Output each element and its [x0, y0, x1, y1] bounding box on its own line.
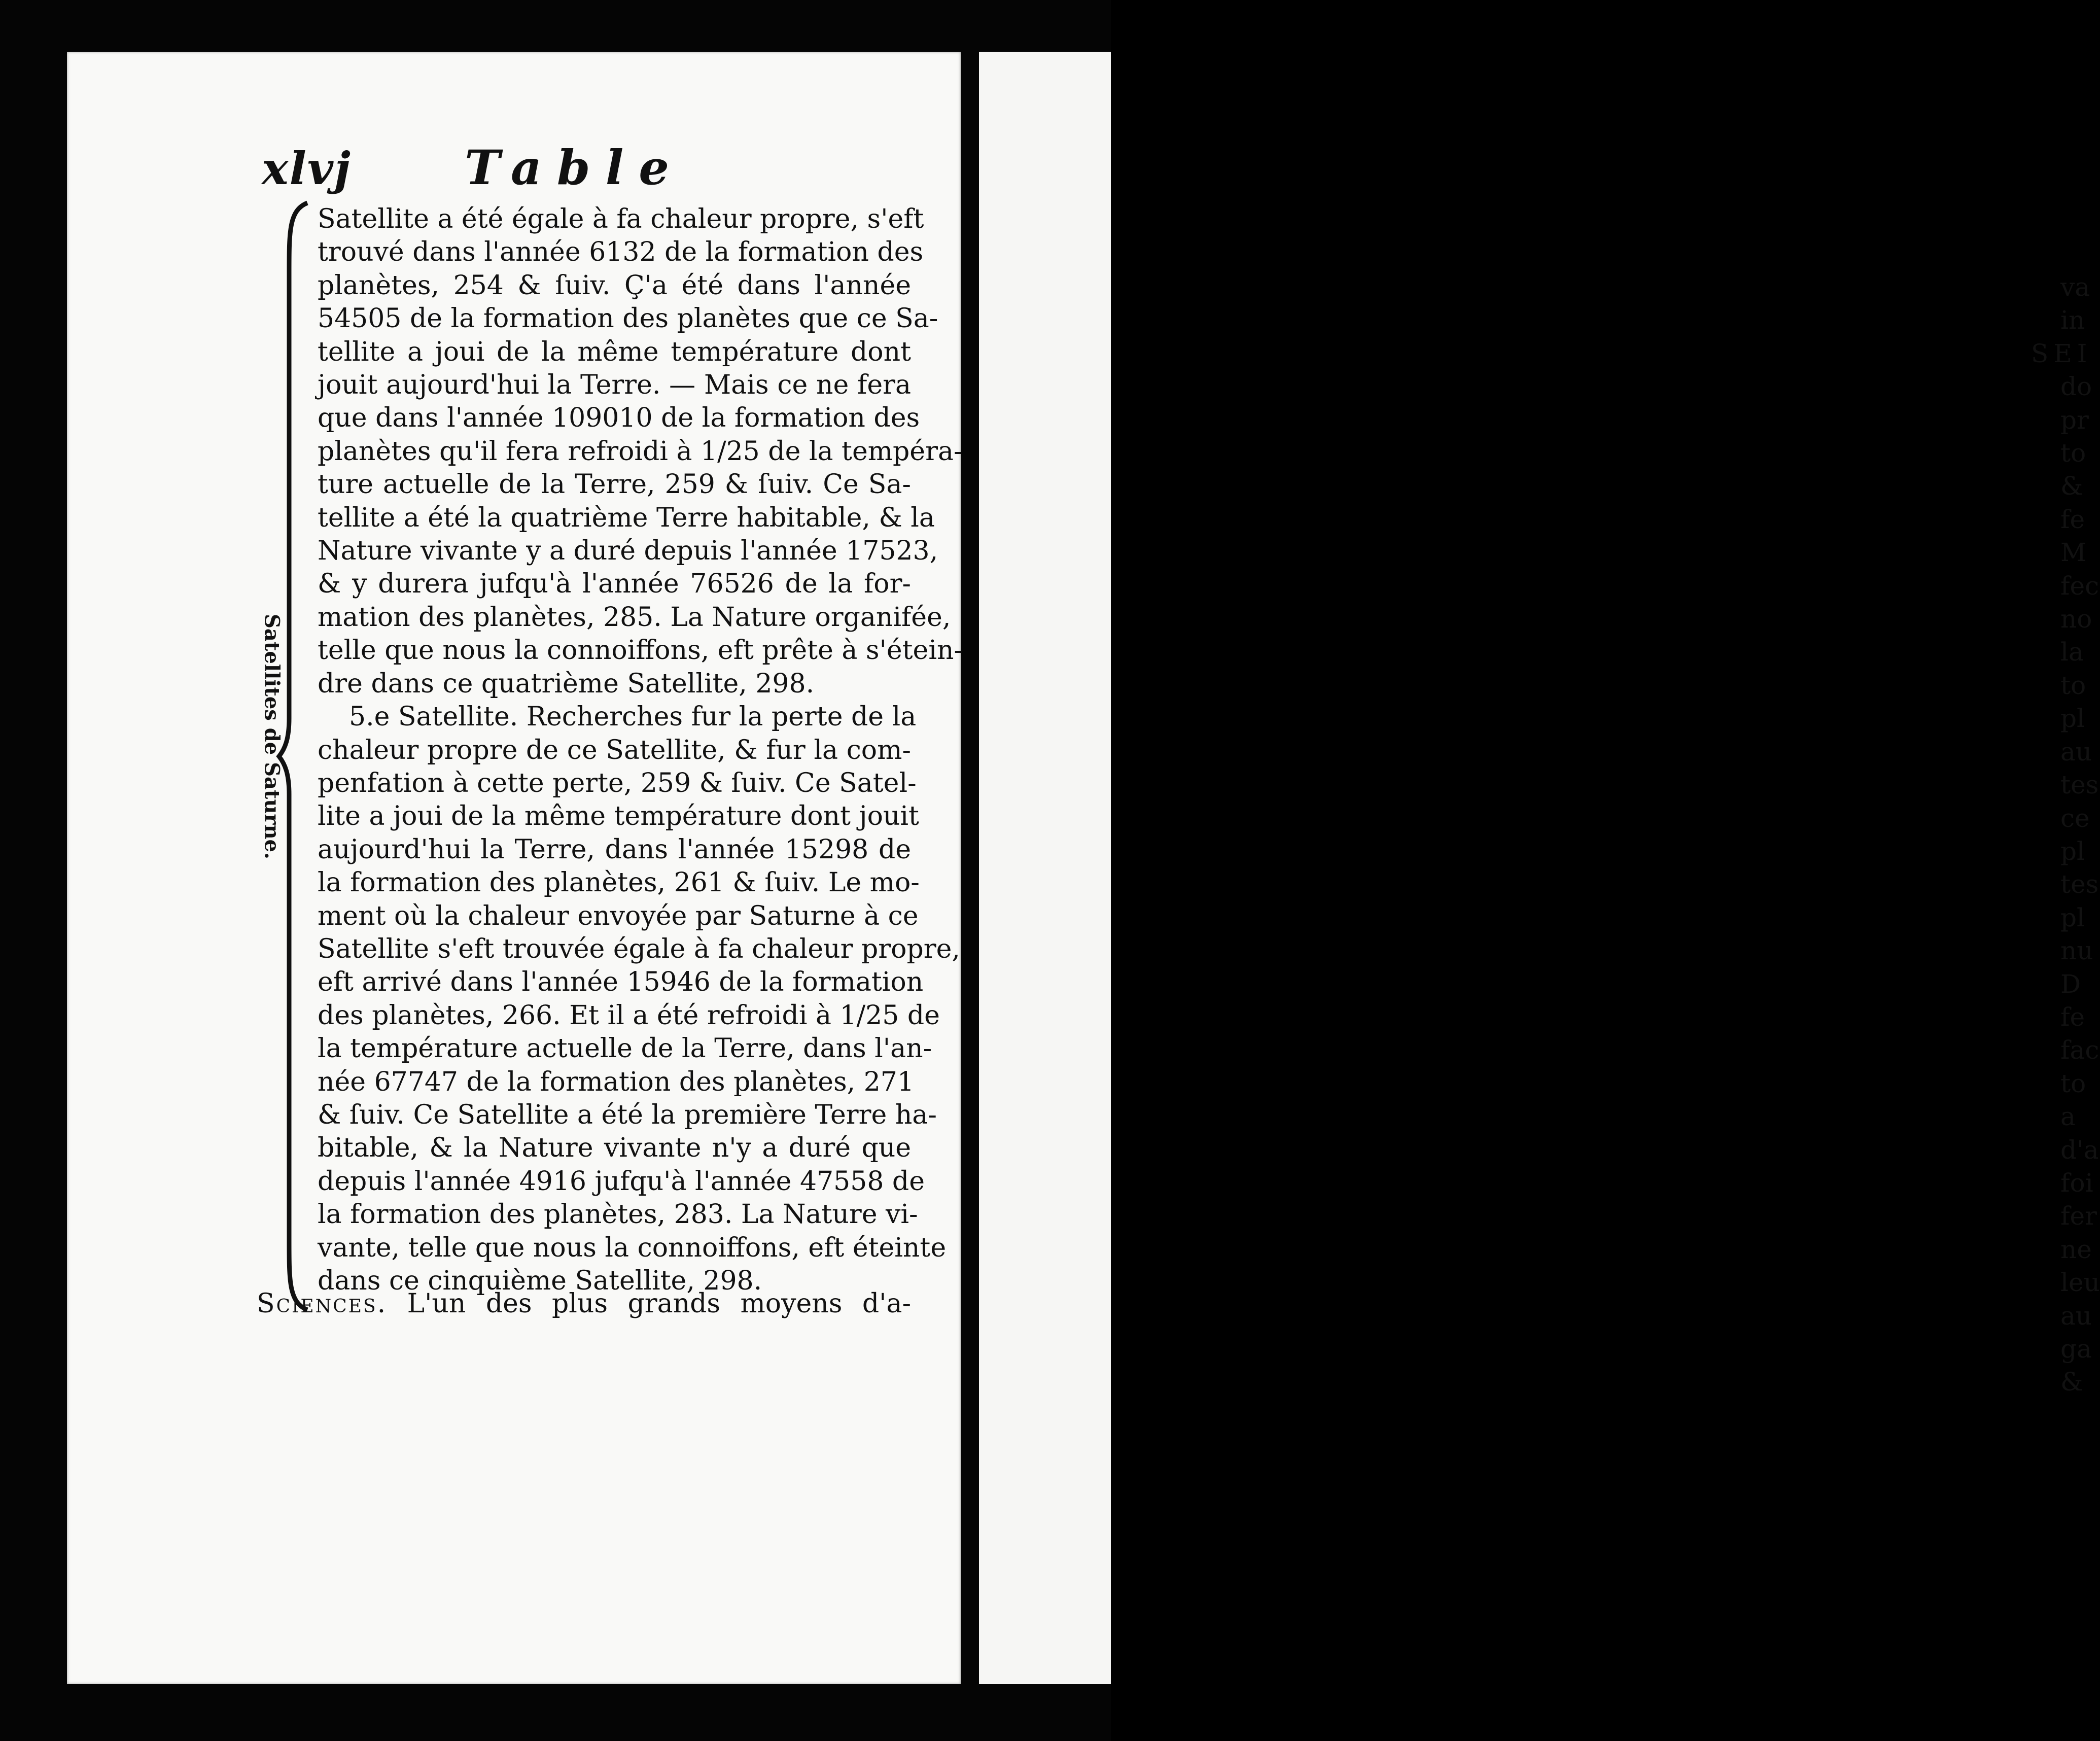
right-page-line: to: [2060, 438, 2086, 468]
text-line: née 67747 de la formation des planètes, 271: [318, 1066, 914, 1097]
right-page-line: au: [2060, 737, 2092, 767]
text-line: Nature vivante y a duré depuis l'année 17523,: [318, 536, 938, 567]
right-page-line: tes: [2060, 770, 2099, 800]
entry-head: Sciences.: [257, 1289, 388, 1319]
right-page-lines: [2031, 271, 2100, 1399]
text-line: penfation à cette perte, 259 & ſuiv. Ce Satel-: [318, 768, 917, 798]
right-page-line: tes: [2060, 869, 2099, 899]
text-line: aujourd'hui la Terre, dans l'année 15298 de: [318, 834, 911, 865]
right-page-line: ce: [2060, 803, 2090, 833]
text-line: eft arrivé dans l'année 15946 de la formation: [318, 967, 924, 998]
right-page-line: to: [2060, 670, 2086, 700]
text-line: 54505 de la formation des planètes que ce Sa-: [318, 303, 938, 334]
right-page-line: a: [2060, 1102, 2076, 1132]
text-line: & ſuiv. Ce Satellite a été la première Terre ha-: [318, 1099, 937, 1130]
right-page-line: do: [2060, 372, 2092, 402]
right-page-line: &: [2060, 1367, 2083, 1397]
running-title: Table: [465, 140, 685, 196]
text-line: planètes qu'il fera refroidi à 1/25 de la tempéra-: [318, 436, 963, 467]
text-line: & y durera jufqu'à l'année 76526 de la for-: [318, 569, 911, 600]
right-page-line: d'a: [2060, 1135, 2099, 1165]
text-line: que dans l'année 109010 de la formation des: [318, 403, 920, 434]
right-page-line: foi: [2060, 1168, 2093, 1198]
right-page-line: SEI: [2031, 338, 2092, 368]
right-page-line: no: [2060, 604, 2092, 634]
right-page-line: leu: [2060, 1268, 2100, 1298]
text-line: dans ce cinquième Satellite, 298.: [318, 1266, 762, 1296]
text-line: bitable, & la Nature vivante n'y a duré que: [318, 1133, 911, 1164]
text-line: trouvé dans l'année 6132 de la formation des: [318, 237, 924, 268]
right-page-line: fer: [2060, 1201, 2097, 1231]
curly-brace-icon: [278, 201, 313, 1312]
right-page-line: ga: [2060, 1334, 2092, 1364]
text-line: chaleur propre de ce Satellite, & fur la com-: [318, 735, 911, 765]
text-line: des planètes, 266. Et il a été refroidi à 1/25 de: [318, 1000, 940, 1031]
right-page-line: nu: [2060, 936, 2093, 966]
text-line: telle que nous la connoiffons, eft prête à s'étein-: [318, 635, 963, 666]
text-line: Satellite a été égale à fa chaleur propre, s'eft: [318, 204, 924, 234]
right-page-line: in: [2060, 305, 2085, 335]
right-page-line: au: [2060, 1301, 2092, 1331]
text-line: 5.e Satellite. Recherches fur la perte de la: [349, 702, 917, 733]
page-number: xlvj: [262, 142, 352, 195]
right-page-line: ne: [2060, 1234, 2092, 1264]
text-line: planètes, 254 & ſuiv. Ç'a été dans l'année: [318, 270, 911, 301]
text-line: la température actuelle de la Terre, dans l'an-: [318, 1033, 932, 1064]
text-line: mation des planètes, 285. La Nature organifée,: [318, 602, 951, 633]
index-entry-sciences: [257, 1287, 911, 1320]
text-line: ture actuelle de la Terre, 259 & ſuiv. Ce Sa-: [318, 469, 911, 500]
index-entry-body: [318, 203, 963, 1298]
right-page-line: pr: [2060, 405, 2089, 435]
right-page-line: fac: [2060, 1035, 2099, 1065]
right-page-line: pl: [2060, 902, 2085, 932]
text-line: jouit aujourd'hui la Terre. — Mais ce ne fera: [318, 370, 911, 401]
right-page-line: &: [2060, 471, 2083, 501]
text-line: vante, telle que nous la connoiffons, eft éteinte: [318, 1232, 947, 1263]
text-line: la formation des planètes, 283. La Nature vi-: [318, 1199, 918, 1230]
text-line: tellite a joui de la même température dont: [318, 336, 911, 367]
text-line: tellite a été la quatrième Terre habitable, & la: [318, 502, 935, 533]
text-line: Satellite s'eft trouvée égale à fa chaleur propre,: [318, 933, 960, 964]
text-line: la formation des planètes, 261 & ſuiv. Le mo-: [318, 867, 920, 898]
right-page-line: fe: [2060, 1002, 2085, 1032]
margin-label-text: Satellites de Saturne.: [260, 614, 284, 859]
right-page: [979, 52, 2100, 1684]
right-page-line: to: [2060, 1068, 2086, 1098]
right-page-line: va: [2060, 272, 2090, 302]
right-page-line: pl: [2060, 836, 2085, 866]
right-page-line: fec: [2060, 571, 2099, 601]
text-line: dre dans ce quatrième Satellite, 298.: [318, 668, 815, 699]
text-line: lite a joui de la même température dont jouit: [318, 801, 919, 832]
entry-text: L'un des plus grands moyens d'a-: [407, 1289, 912, 1319]
right-page-line: la: [2060, 637, 2084, 667]
entry-paragraph: [318, 701, 960, 1298]
right-page-line: fe: [2060, 504, 2085, 534]
right-page-line: D: [2060, 969, 2081, 999]
right-page-line: M: [2060, 538, 2087, 568]
right-page-line: pl: [2060, 704, 2085, 734]
entry-paragraph: [318, 203, 963, 701]
text-line: depuis l'année 4916 jufqu'à l'année 47558 de: [318, 1166, 925, 1197]
text-line: ment où la chaleur envoyée par Saturne à ce: [318, 900, 919, 931]
